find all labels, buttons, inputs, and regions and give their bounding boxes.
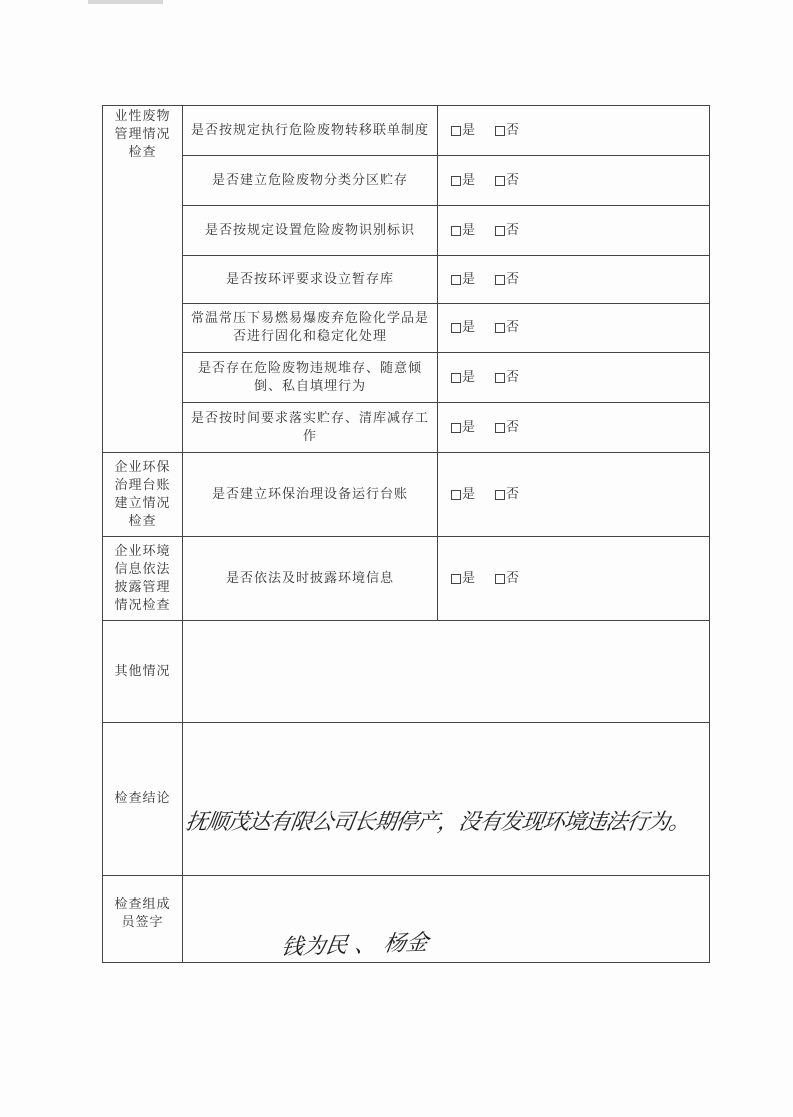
handwritten-signature: 钱为民 、 杨金 bbox=[279, 930, 430, 961]
checkbox-icon[interactable] bbox=[451, 323, 461, 333]
checkbox-icon[interactable] bbox=[451, 490, 461, 500]
yes-option[interactable]: 是 bbox=[451, 122, 475, 140]
checkbox-icon[interactable] bbox=[451, 275, 461, 285]
table-row bbox=[103, 106, 710, 156]
signature-content[interactable] bbox=[183, 876, 710, 963]
yes-no-options bbox=[438, 206, 710, 256]
no-option[interactable]: 否 bbox=[495, 486, 519, 504]
item-text: 是否依法及时披露环境信息 bbox=[183, 537, 438, 621]
yes-no-options bbox=[438, 353, 710, 403]
checkbox-icon[interactable] bbox=[451, 176, 461, 186]
scan-mark bbox=[88, 0, 163, 4]
table-row bbox=[103, 256, 710, 304]
item-text: 常温常压下易燃易爆废弃危险化学品是否进行固化和稳定化处理 bbox=[183, 304, 438, 353]
yes-no-options bbox=[438, 304, 710, 353]
item-text: 是否建立环保治理设备运行台账 bbox=[183, 453, 438, 537]
category-signature: 检查组成员签字 bbox=[103, 876, 183, 963]
yes-option[interactable]: 是 bbox=[451, 419, 475, 437]
other-content[interactable] bbox=[183, 621, 710, 723]
checkbox-icon[interactable] bbox=[495, 176, 505, 186]
category-hazardous-waste: 业性废物管理情况检查 bbox=[103, 106, 183, 453]
no-option[interactable]: 否 bbox=[495, 222, 519, 240]
checkbox-icon[interactable] bbox=[451, 226, 461, 236]
no-option[interactable]: 否 bbox=[495, 419, 519, 437]
checkbox-icon[interactable] bbox=[451, 574, 461, 584]
category-ledger: 企业环保治理台账建立情况检查 bbox=[103, 453, 183, 537]
checkbox-icon[interactable] bbox=[495, 373, 505, 383]
item-text: 是否按时间要求落实贮存、清库减存工作 bbox=[183, 403, 438, 453]
table-row bbox=[103, 156, 710, 206]
yes-no-options bbox=[438, 106, 710, 156]
category-other: 其他情况 bbox=[103, 621, 183, 723]
checkbox-icon[interactable] bbox=[495, 423, 505, 433]
checkbox-icon[interactable] bbox=[451, 423, 461, 433]
table-row bbox=[103, 304, 710, 353]
checkbox-icon[interactable] bbox=[451, 373, 461, 383]
table-row bbox=[103, 453, 710, 537]
checkbox-icon[interactable] bbox=[495, 226, 505, 236]
yes-option[interactable]: 是 bbox=[451, 570, 475, 588]
checkbox-icon[interactable] bbox=[495, 490, 505, 500]
yes-option[interactable]: 是 bbox=[451, 369, 475, 387]
table-row bbox=[103, 206, 710, 256]
checkbox-icon[interactable] bbox=[495, 323, 505, 333]
table-row bbox=[103, 353, 710, 403]
yes-option[interactable]: 是 bbox=[451, 486, 475, 504]
checkbox-icon[interactable] bbox=[495, 126, 505, 136]
yes-option[interactable]: 是 bbox=[451, 222, 475, 240]
handwritten-conclusion: 抚顺茂达有限公司长期停产，没有发现环境违法行为。 bbox=[183, 810, 692, 835]
no-option[interactable]: 否 bbox=[495, 172, 519, 190]
category-conclusion: 检查结论 bbox=[103, 723, 183, 876]
yes-no-options bbox=[438, 403, 710, 453]
yes-option[interactable]: 是 bbox=[451, 172, 475, 190]
yes-option[interactable]: 是 bbox=[451, 319, 475, 337]
item-text: 是否按规定执行危险废物转移联单制度 bbox=[183, 106, 438, 156]
item-text: 是否按规定设置危险废物识别标识 bbox=[183, 206, 438, 256]
no-option[interactable]: 否 bbox=[495, 369, 519, 387]
checkbox-icon[interactable] bbox=[495, 275, 505, 285]
table-row bbox=[103, 537, 710, 621]
yes-no-options bbox=[438, 156, 710, 206]
table-row bbox=[103, 621, 710, 723]
yes-option[interactable]: 是 bbox=[451, 271, 475, 289]
checkbox-icon[interactable] bbox=[495, 574, 505, 584]
no-option[interactable]: 否 bbox=[495, 570, 519, 588]
no-option[interactable]: 否 bbox=[495, 271, 519, 289]
item-text: 是否存在危险废物违规堆存、随意倾倒、私自填埋行为 bbox=[183, 353, 438, 403]
yes-no-options bbox=[438, 256, 710, 304]
no-option[interactable]: 否 bbox=[495, 122, 519, 140]
yes-no-options bbox=[438, 537, 710, 621]
item-text: 是否按环评要求设立暂存库 bbox=[183, 256, 438, 304]
conclusion-content[interactable] bbox=[183, 723, 710, 876]
table-row bbox=[103, 723, 710, 876]
item-text: 是否建立危险废物分类分区贮存 bbox=[183, 156, 438, 206]
category-disclosure: 企业环境信息依法披露管理情况检查 bbox=[103, 537, 183, 621]
no-option[interactable]: 否 bbox=[495, 319, 519, 337]
table-row bbox=[103, 403, 710, 453]
checkbox-icon[interactable] bbox=[451, 126, 461, 136]
yes-no-options bbox=[438, 453, 710, 537]
